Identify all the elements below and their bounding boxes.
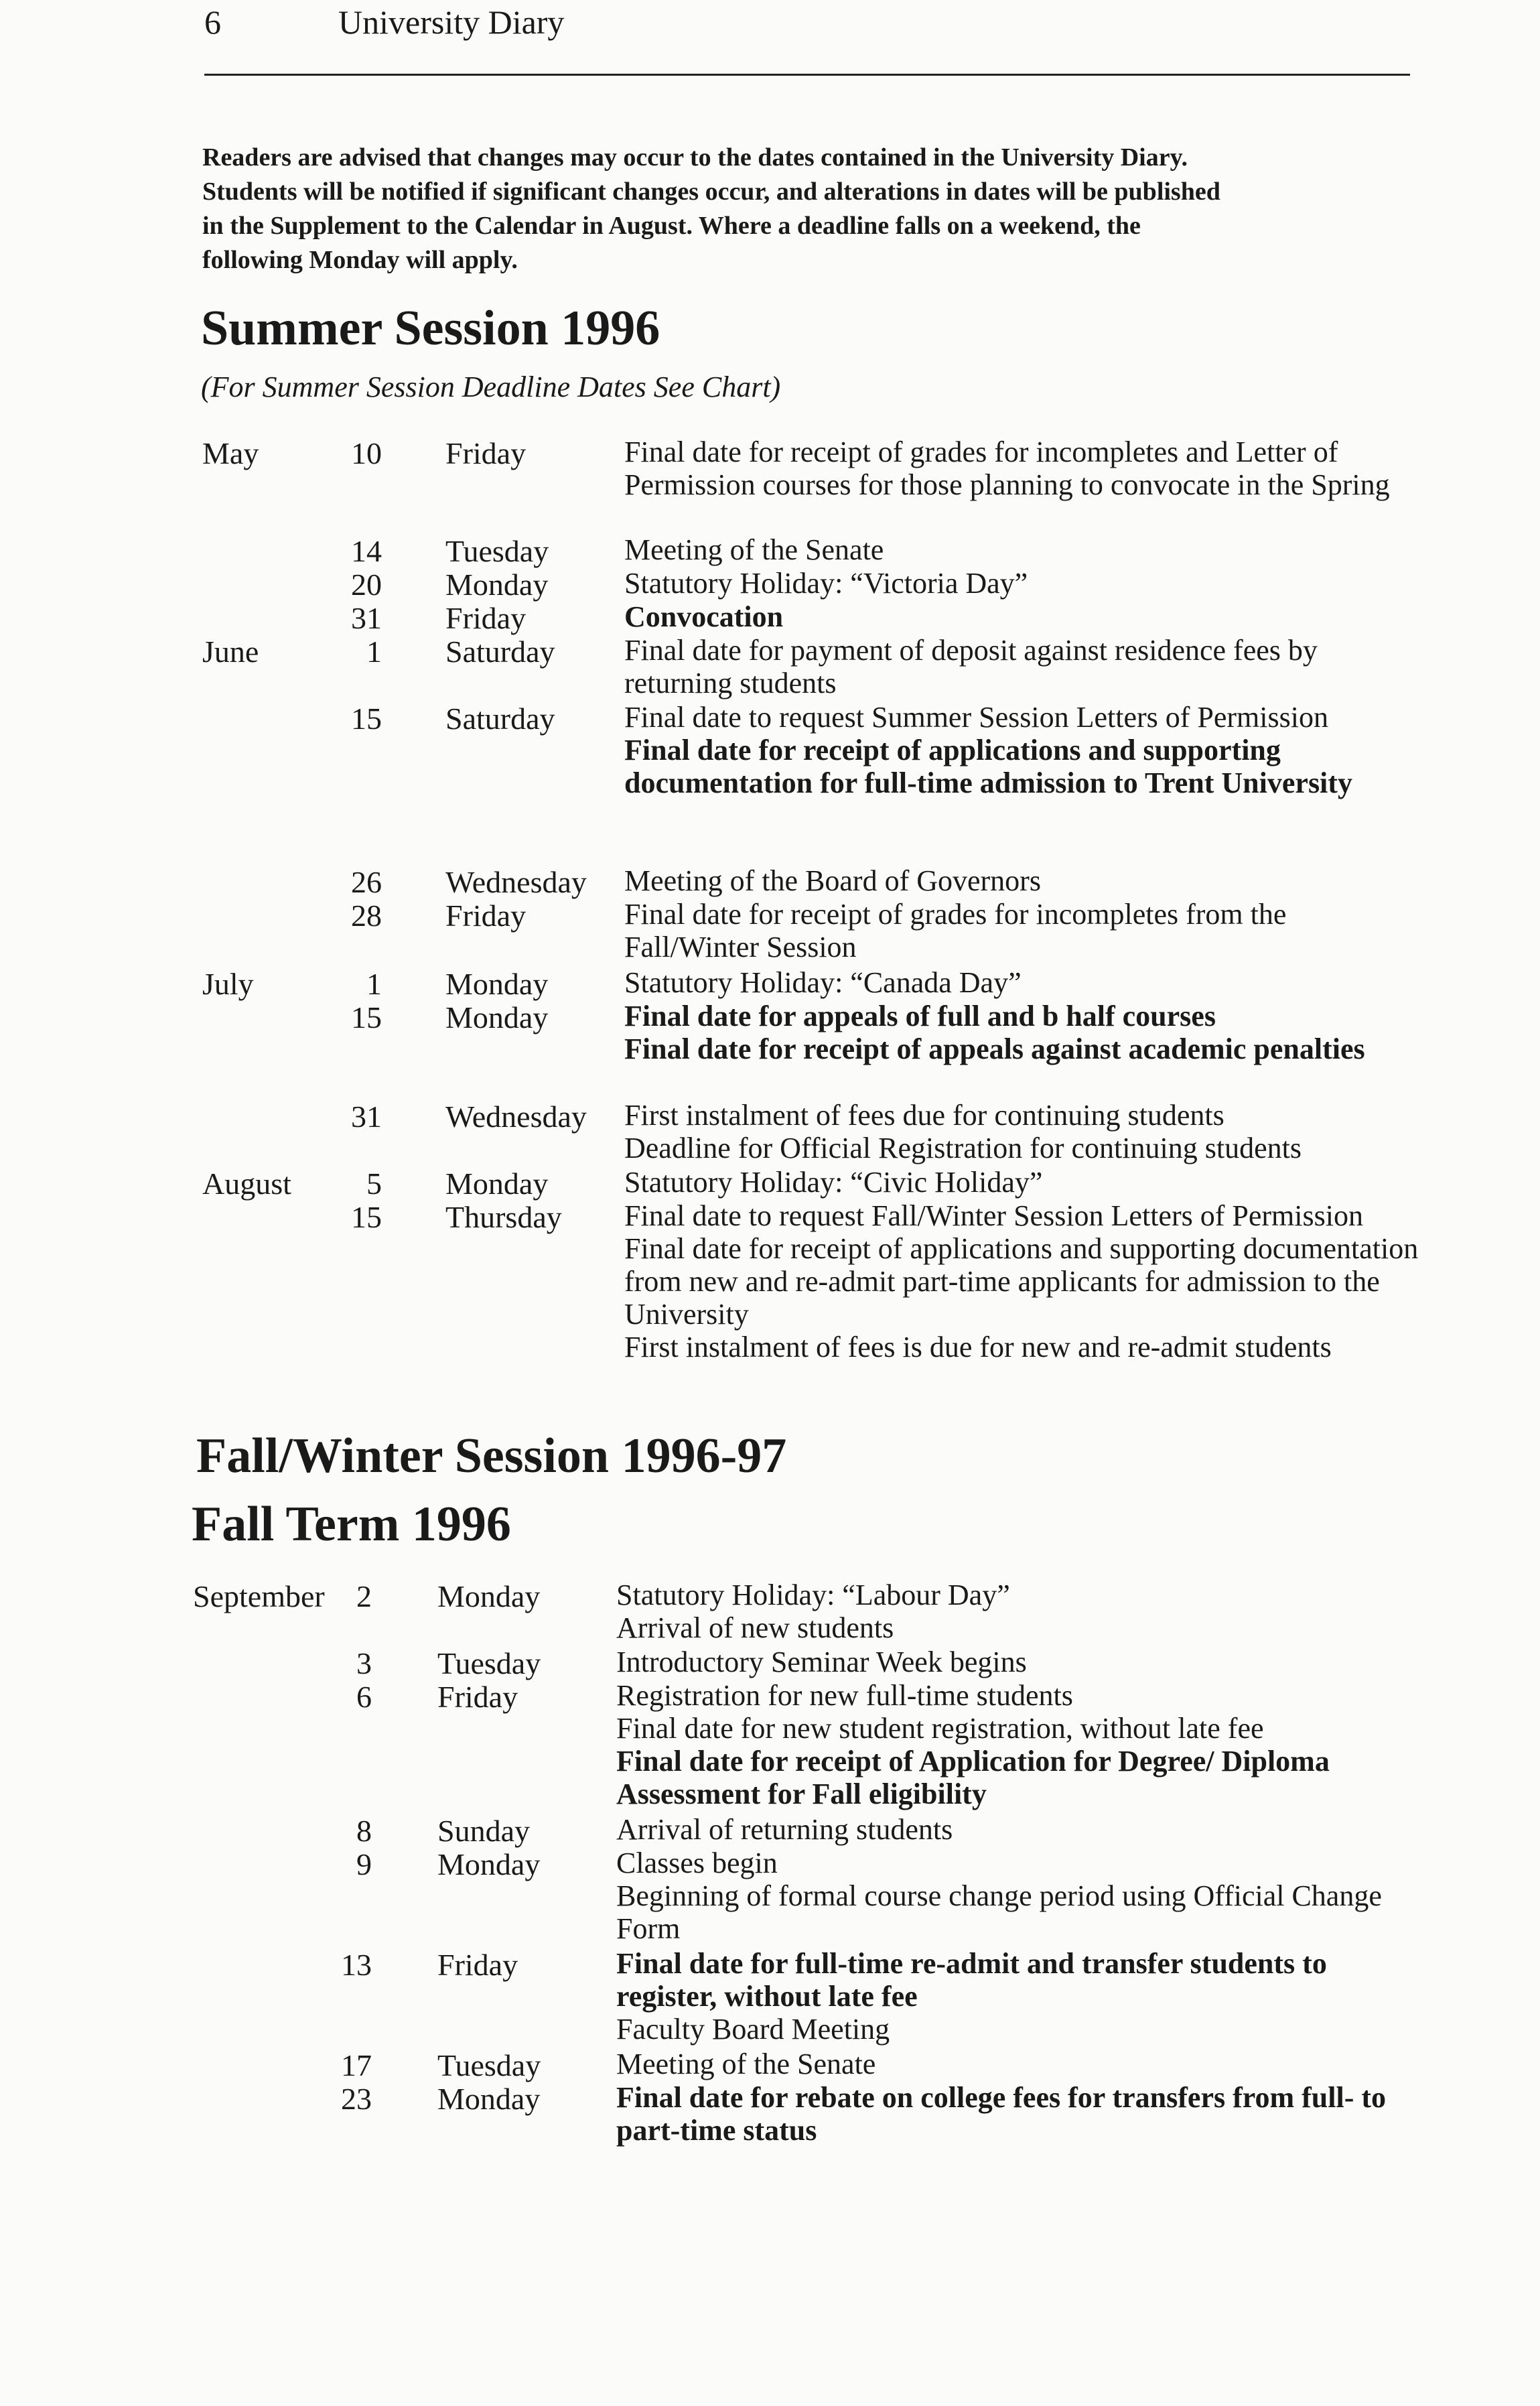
event-list	[624, 436, 1428, 501]
notice-line: in the Supplement to the Calendar in August. Where a deadline falls on a weekend, the	[202, 212, 1141, 240]
event-list	[624, 1166, 1428, 1199]
event-item: Deadline for Official Registration for continuing students	[624, 1132, 1302, 1164]
day-number: 26	[351, 865, 382, 899]
day-number: 31	[351, 1099, 382, 1134]
fall-term-title: Fall Term 1996	[192, 1497, 511, 1552]
event-item: Statutory Holiday: “Labour Day”	[616, 1579, 1010, 1611]
day-number: 9	[356, 1847, 372, 1881]
day-number: 14	[351, 534, 382, 568]
day-number: 15	[351, 701, 382, 736]
day-number: 15	[351, 1000, 382, 1034]
event-list	[616, 1646, 1420, 1678]
event-list	[624, 1199, 1428, 1363]
event-item: First instalment of fees due for continuing students	[624, 1099, 1224, 1132]
day-number: 31	[351, 601, 382, 635]
fall-winter-session-title: Fall/Winter Session 1996-97	[196, 1428, 787, 1483]
weekday-label: Thursday	[445, 1200, 562, 1234]
month-label: July	[202, 967, 254, 1001]
month-label: September	[193, 1579, 325, 1613]
day-number: 1	[366, 967, 382, 1001]
event-item: Final date for new student registration, without late fee	[616, 1712, 1264, 1745]
weekday-label: Tuesday	[445, 534, 549, 568]
month-label: June	[202, 634, 259, 669]
weekday-label: Monday	[437, 2082, 541, 2116]
weekday-label: Tuesday	[437, 2048, 541, 2082]
event-item: Final date for receipt of Application for Degree/ Diploma Assessment for Fall eligibility	[616, 1745, 1330, 1810]
event-list	[624, 600, 1428, 633]
event-item: Final date for appeals of full and b half courses	[624, 1000, 1216, 1032]
event-item: Final date to request Fall/Winter Session Letters of Permission	[624, 1199, 1363, 1232]
month-label: May	[202, 436, 259, 470]
event-list	[624, 567, 1428, 600]
weekday-label: Wednesday	[445, 865, 587, 899]
event-item: Final date for receipt of applications and supporting documentation from new and re-admit part-time applicants for admission to the University	[624, 1232, 1419, 1331]
event-list	[616, 1813, 1420, 1846]
weekday-label: Monday	[445, 1166, 549, 1201]
event-list	[616, 1579, 1420, 1644]
day-number: 15	[351, 1200, 382, 1234]
day-number: 28	[351, 898, 382, 933]
event-item: Final date for payment of deposit against residence fees by returning students	[624, 634, 1318, 699]
event-list	[624, 966, 1428, 999]
event-item: Beginning of formal course change period using Official Change Form	[616, 1879, 1382, 1945]
weekday-label: Monday	[445, 567, 549, 602]
event-list	[624, 898, 1428, 963]
day-number: 3	[356, 1646, 372, 1680]
event-list	[624, 1099, 1428, 1164]
event-list	[616, 2048, 1420, 2080]
day-number: 5	[366, 1166, 382, 1201]
event-item: Meeting of the Senate	[624, 533, 884, 566]
page-number: 6	[204, 3, 221, 41]
notice-paragraph	[202, 141, 1408, 277]
event-item: Final date for receipt of grades for incompletes and Letter of Permission courses for those planning to convocate in the Spring	[624, 436, 1390, 501]
month-label: August	[202, 1166, 291, 1201]
event-item: Convocation	[624, 600, 784, 633]
weekday-label: Friday	[445, 436, 527, 470]
weekday-label: Monday	[445, 967, 549, 1001]
event-list	[616, 1847, 1420, 1945]
weekday-label: Monday	[437, 1579, 541, 1613]
notice-line: Readers are advised that changes may occur to the dates contained in the University Diary.	[202, 143, 1188, 172]
day-number: 8	[356, 1814, 372, 1848]
event-item: Faculty Board Meeting	[616, 2013, 890, 2046]
weekday-label: Monday	[445, 1000, 549, 1034]
day-number: 13	[341, 1948, 372, 1982]
day-number: 10	[351, 436, 382, 470]
event-item: First instalment of fees is due for new and re-admit students	[624, 1331, 1332, 1363]
day-number: 20	[351, 567, 382, 602]
event-item: Introductory Seminar Week begins	[616, 1646, 1027, 1678]
event-item: Final date for receipt of appeals against academic penalties	[624, 1032, 1365, 1065]
event-list	[624, 533, 1428, 566]
day-number: 2	[356, 1579, 372, 1613]
notice-line: Students will be notified if significant changes occur, and alterations in dates will be published	[202, 178, 1220, 206]
event-list	[624, 1000, 1428, 1065]
event-item: Statutory Holiday: “Canada Day”	[624, 966, 1022, 999]
weekday-label: Friday	[445, 601, 527, 635]
day-number: 23	[341, 2082, 372, 2116]
summer-session-subtitle: (For Summer Session Deadline Dates See Chart)	[201, 371, 781, 403]
weekday-label: Friday	[437, 1680, 518, 1714]
event-list	[616, 2081, 1420, 2147]
event-list	[616, 1947, 1420, 2046]
event-item: Final date for full-time re-admit and transfer students to register, without late fee	[616, 1947, 1327, 2013]
weekday-label: Tuesday	[437, 1646, 541, 1680]
notice-line: following Monday will apply.	[202, 246, 518, 274]
weekday-label: Wednesday	[445, 1099, 587, 1134]
weekday-label: Friday	[437, 1948, 518, 1982]
weekday-label: Monday	[437, 1847, 541, 1881]
day-number: 6	[356, 1680, 372, 1714]
weekday-label: Friday	[445, 898, 527, 933]
event-item: Meeting of the Senate	[616, 2048, 876, 2080]
day-number: 1	[366, 634, 382, 669]
day-number: 17	[341, 2048, 372, 2082]
event-list	[624, 701, 1428, 799]
event-list	[616, 1679, 1420, 1810]
event-item: Final date for receipt of grades for incompletes from the Fall/Winter Session	[624, 898, 1287, 963]
event-item: Arrival of new students	[616, 1611, 894, 1644]
event-item: Final date for receipt of applications and supporting documentation for full-time admission to Trent University	[624, 734, 1352, 799]
weekday-label: Sunday	[437, 1814, 530, 1848]
summer-session-title: Summer Session 1996	[201, 301, 660, 356]
event-item: Statutory Holiday: “Civic Holiday”	[624, 1166, 1043, 1199]
header-rule	[204, 74, 1410, 76]
event-list	[624, 634, 1428, 699]
event-item: Arrival of returning students	[616, 1813, 953, 1846]
event-list	[624, 864, 1428, 897]
weekday-label: Saturday	[445, 634, 555, 669]
event-item: Final date to request Summer Session Letters of Permission	[624, 701, 1328, 734]
running-title: University Diary	[338, 3, 565, 41]
event-item: Meeting of the Board of Governors	[624, 864, 1041, 897]
event-item: Statutory Holiday: “Victoria Day”	[624, 567, 1028, 600]
event-item: Registration for new full-time students	[616, 1679, 1073, 1712]
event-item: Classes begin	[616, 1847, 778, 1879]
weekday-label: Saturday	[445, 701, 555, 736]
event-item: Final date for rebate on college fees for transfers from full- to part-time status	[616, 2081, 1387, 2147]
page-header	[204, 0, 1410, 75]
